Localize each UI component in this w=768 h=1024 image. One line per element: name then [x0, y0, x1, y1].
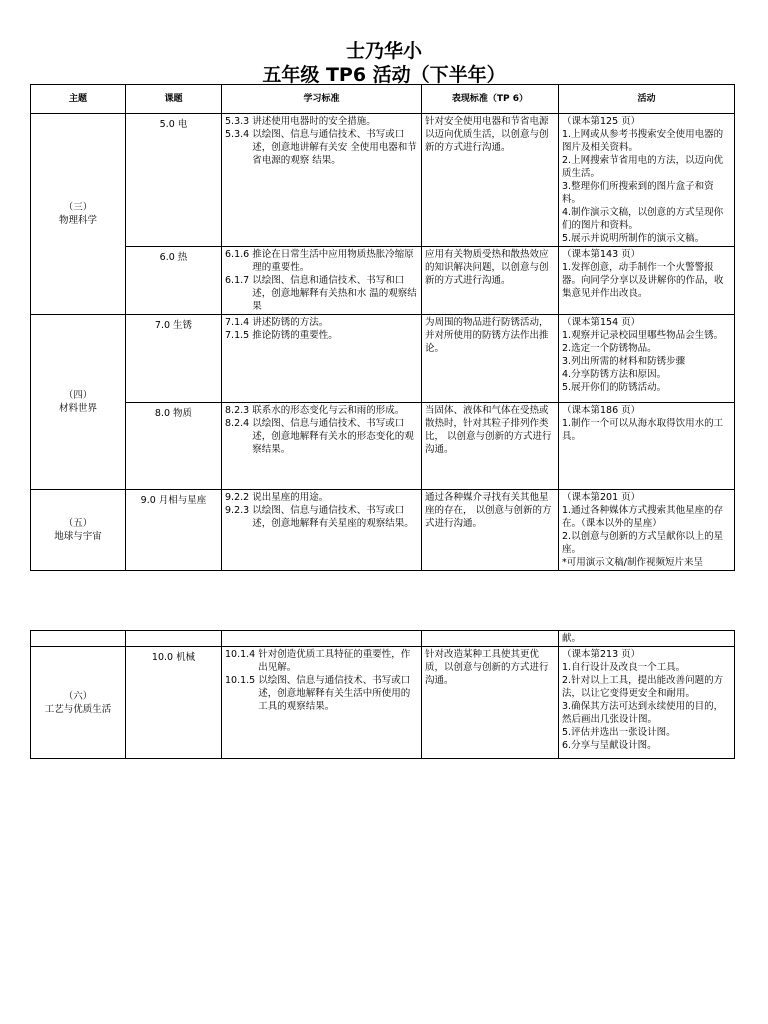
activities-cell: [559, 315, 735, 403]
standard-text: 说出星座的用途。: [252, 492, 329, 503]
topic-cell: [126, 114, 222, 247]
performance-cell: [422, 647, 559, 759]
activity-item: 2.针对以上工具，提出能改善问题的方法，以让它变得更安全和耐用。: [562, 675, 724, 699]
standard-text: 推论在日常生活中应用物质热胀冷缩原理的重要性。: [252, 249, 414, 273]
standard-code: 7.1.5: [225, 330, 250, 341]
standards-cell: [222, 247, 422, 315]
col-header-theme: 主题: [31, 85, 126, 114]
standard-text: 以绘图、信息与通信技术、书写或口述，创意地解释有关生活中所使用的工具的观察结果。: [258, 675, 411, 712]
standards-cell: [222, 114, 422, 247]
topic-cell: [126, 647, 222, 759]
topic-cell: [126, 490, 222, 571]
topic-cell: [126, 247, 222, 315]
topic-label: 9.0 月相与星座: [140, 495, 207, 506]
table-row: [31, 114, 735, 247]
activity-item: 5.评估并选出一张设计图。: [562, 727, 676, 738]
school-name: 士乃华小: [345, 40, 422, 62]
carry-over-text: 献。: [559, 631, 735, 647]
standard-text: 以绘图、信息与通信技术、书写或口述，创意地解释有关水的形态变化的观察结果。: [252, 418, 414, 455]
theme-label: （四）: [63, 390, 93, 401]
table-row: [31, 315, 735, 403]
topic-cell: [126, 315, 222, 403]
standard-code: 10.1.5: [225, 675, 256, 686]
performance-cell: [422, 114, 559, 247]
standards-cell: [222, 403, 422, 490]
activity-item: （课本第154 页）: [562, 317, 641, 328]
performance-text: 应用有关物质受热和散热效应的知识解决问题，以创意与创新的方式进行沟通。: [425, 249, 549, 286]
activities-cell: [559, 114, 735, 247]
activity-item: （课本第201 页）: [562, 492, 641, 503]
theme-cell: [31, 315, 126, 490]
theme-cell: [31, 114, 126, 315]
activities-cell: [559, 490, 735, 571]
activity-item: 3.确保其方法可达到永续使用的目的，然后画出几张设计图。: [562, 701, 724, 725]
standard-text: 以绘图、信息与通信技术、书写或口述，创意地讲解有关安 全使用电器和节省电源的观察 结果。: [252, 129, 417, 166]
theme-label: 材料世界: [58, 403, 97, 414]
standard-item: [225, 329, 418, 342]
standard-item: [225, 128, 418, 167]
standard-text: 以绘图、信息与通信技术、书写或口述，创意地解释有关星座的观察结果。: [252, 505, 414, 529]
activities-cell: [559, 247, 735, 315]
standard-code: 10.1.4: [225, 649, 256, 660]
standard-item: [225, 417, 418, 456]
activity-item: 1.发挥创意，动手制作一个火警警报器。向同学分享以及讲解你的作品，收集意见并作出改良。: [562, 262, 724, 299]
table-row: [31, 647, 735, 759]
theme-label: （六）: [63, 690, 93, 702]
activity-table-continued: [30, 630, 735, 759]
standard-item: [225, 316, 418, 329]
standard-text: 针对创造优质工具特征的重要性，作出见解。: [258, 649, 411, 673]
standard-code: 9.2.3: [225, 505, 250, 516]
activity-item: （课本第125 页）: [562, 116, 641, 127]
standard-item: [225, 115, 418, 128]
table-row: [31, 403, 735, 490]
standard-item: [225, 491, 418, 504]
topic-label: 5.0 电: [159, 119, 188, 130]
standard-code: 7.1.4: [225, 317, 250, 328]
activity-item: 1.制作一个可以从海水取得饮用水的工具。: [562, 418, 724, 442]
activity-item: 2.选定一个防锈物品。: [562, 343, 657, 354]
theme-label: 工艺与优质生活: [44, 703, 112, 715]
col-header-standards: 学习标准: [222, 85, 422, 114]
standard-text: 以绘图、信息和通信技术、书写和口述，创意地解释有关热和水 温的观察结果: [252, 275, 417, 312]
activity-item: 4.制作演示文稿，以创意的方式呈现你们的图片和资料。: [562, 207, 724, 231]
topic-label: 6.0 热: [159, 252, 188, 263]
standard-item: [225, 274, 418, 313]
activity-item: 1.观察并记录校园里哪些物品会生锈。: [562, 330, 724, 341]
activity-item: （课本第186 页）: [562, 405, 641, 416]
standards-cell: [222, 490, 422, 571]
activity-item: 5.展开你们的防锈活动。: [562, 382, 667, 393]
activities-cell: [559, 647, 735, 759]
topic-cell: [126, 403, 222, 490]
performance-text: 当固体、液体和气体在受热或散热时，针对其粒子排列作类比， 以创意与创新的方式进行沟通。: [425, 405, 552, 455]
carry-over-row: [31, 631, 735, 647]
activity-item: 3.整理你们所搜索到的图片盒子和资料。: [562, 181, 714, 205]
standards-cell: [222, 315, 422, 403]
activity-item: 2.上网搜索节省用电的方法，以迈向优质生活。: [562, 155, 724, 179]
standard-text: 讲述防锈的方法。: [252, 317, 329, 328]
activity-item: 1.通过各种媒体方式搜索其他星座的存在。（课本以外的星座）: [562, 505, 724, 529]
theme-label: 物理科学: [58, 215, 97, 226]
table-header-row: [31, 85, 735, 114]
activity-item: 6.分享与呈献设计图。: [562, 740, 657, 751]
topic-label: 8.0 物质: [154, 408, 193, 419]
col-header-topic: 课题: [126, 85, 222, 114]
standard-code: 6.1.7: [225, 275, 250, 286]
performance-text: 为周围的物品进行防锈活动， 并对所使用的防锈方法作出推论。: [425, 317, 549, 354]
activity-item: 4.分享防锈方法和原因。: [562, 369, 667, 380]
standard-item: [225, 674, 418, 713]
standard-text: 推论防锈的重要性。: [252, 330, 338, 341]
activities-cell: [559, 403, 735, 490]
table-row: [31, 247, 735, 315]
standard-item: [225, 248, 418, 274]
standard-item: [225, 504, 418, 530]
performance-text: 针对改造某种工具使其更优质，以创意与创新的方式进行沟通。: [425, 649, 549, 686]
performance-cell: [422, 490, 559, 571]
performance-text: 通过各种媒介寻找有关其他星座的存在， 以创意与创新的方式进行沟通。: [425, 492, 552, 529]
activity-item: 5.展示并说明所制作的演示文稿。: [562, 233, 705, 244]
standards-cell: [222, 647, 422, 759]
table-row: [31, 490, 735, 571]
standard-code: 5.3.4: [225, 129, 250, 140]
activity-item: 1.上网或从参考书搜索安全使用电器的图片及相关资料。: [562, 129, 724, 153]
standard-code: 9.2.2: [225, 492, 250, 503]
activity-table: [30, 84, 735, 571]
standard-code: 5.3.3: [225, 116, 250, 127]
theme-cell: [31, 490, 126, 571]
theme-label: 地球与宇宙: [54, 531, 102, 542]
performance-cell: [422, 247, 559, 315]
activity-item: 2.以创意与创新的方式呈献你以上的星座。: [562, 531, 724, 555]
topic-label: 10.0 机械: [151, 652, 196, 663]
standard-code: 6.1.6: [225, 249, 250, 260]
col-header-activities: 活动: [559, 85, 735, 114]
activity-item: *可用演示文稿/制作视频短片来呈: [562, 557, 703, 568]
standard-text: 联系水的形态变化与云和雨的形成。: [252, 405, 405, 416]
standard-item: [225, 404, 418, 417]
theme-label: （五）: [63, 518, 93, 529]
activity-item: 1.自行设计及改良一个工具。: [562, 662, 686, 673]
performance-cell: [422, 403, 559, 490]
standard-text: 讲述使用电器时的安全措施。: [252, 116, 376, 127]
topic-label: 7.0 生锈: [154, 320, 193, 331]
activity-item: 3.列出所需的材料和防锈步骤: [562, 356, 686, 367]
activity-item: （课本第143 页）: [562, 249, 641, 260]
standard-code: 8.2.4: [225, 418, 250, 429]
standard-code: 8.2.3: [225, 405, 250, 416]
performance-text: 针对安全使用电器和节省电源以迈向优质生活，以创意与创新的方式进行沟通。: [425, 116, 549, 153]
theme-label: （三）: [63, 202, 93, 213]
col-header-performance: 表现标准（TP 6）: [422, 85, 559, 114]
theme-cell: [31, 647, 126, 759]
performance-cell: [422, 315, 559, 403]
activity-item: （课本第213 页）: [562, 649, 641, 660]
standard-item: [225, 648, 418, 674]
page-title: 五年级 TP6 活动（下半年）: [262, 64, 506, 86]
